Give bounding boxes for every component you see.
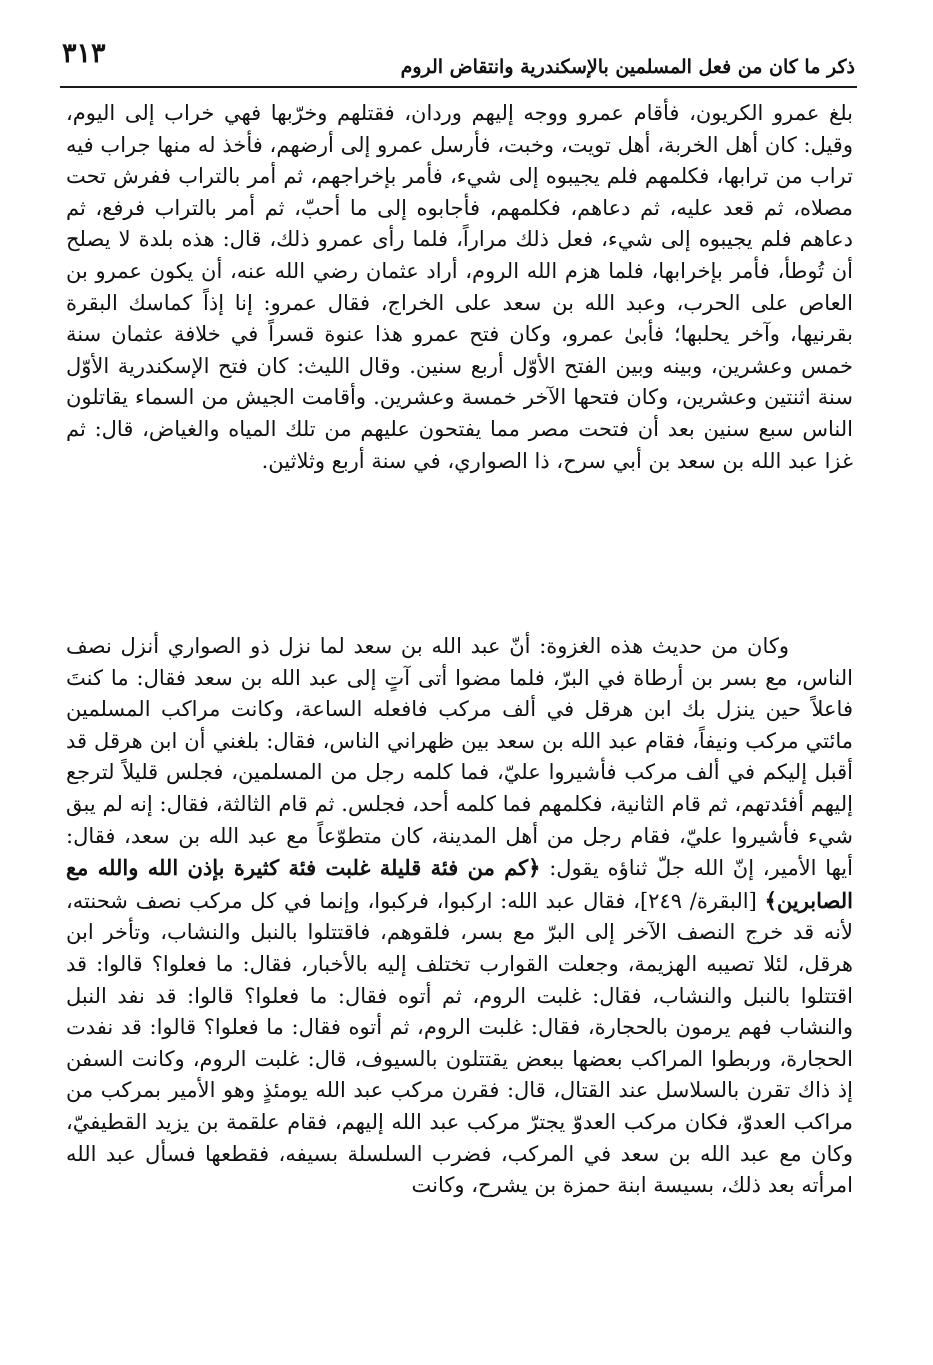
paragraph-2-after-quote: [البقرة/ ٢٤٩]، فقال عبد الله: اركبوا، فركبوا، وإنما في كل مركب نصف شحنته، لأنه قد خرج النصف الآخر إلى البرّ مع بسر، فلقوهم، فاقتتلوا بالنبل والنشاب، وتأخر ابن هرقل، لئلا تصيبه الهزيمة، وجعلت القوارب تختلف إليه بالأخبار، فقال: ما فعلوا؟ قالوا: قد اقتتلوا بالنبل والنشاب، فقال: غلبت الروم، ثم أتوه فقال: ما فعلوا؟ قالوا: قد نفد النبل والنشاب فهم يرمون بالحجارة، فقال: غلبت الروم، ثم أتوه فقال: ما فعلوا؟ قالوا: قد نفدت الحجارة، وربطوا المراكب بعضها ببعض يقتتلون بالسيوف، قال: غلبت الروم، وكانت السفن إذ ذاك تقرن بالسلاسل عند القتال، قال: فقرن مركب عبد الله يومئذٍ وهو الأمير بمركب من مراكب العدوّ، فكان مركب العدوّ يجترّ مركب عبد الله إليهم، فقام علقمة بن يزيد القطيفيّ، وكان مع عبد الله بن سعد في المركب، فضرب السلسلة بسيفه، فقطعها فسأل عبد الله امرأته بعد ذلك، بسيسة ابنة حمزة بن يشرح، وكانت [66,888,853,1198]
paragraph-1-text: بلغ عمرو الكريون، فأقام عمرو ووجه إليهم وردان، فقتلهم وخرّبها فهي خراب إلى اليوم، وقيل: كان أهل الخربة، أهل تويت، وخبت، فأرسل عمرو إلى أرضهم، فأخذ له منها جراب فيه تراب من ترابها، فكلمهم فلم يجيبوه إلى شيء، فأمر بإخراجهم، ثم أمر بالتراب ففرش تحت مصلاه، ثم قعد عليه، ثم دعاهم، فكلمهم، فأجابوه إلى ما أحبّ، ثم أمر بالتراب فرفع، ثم دعاهم فلم يجيبوه إلى شيء، فعل ذلك مراراً، فلما رأى عمرو ذلك، قال: هذه بلدة لا يصلح أن تُوطأ، فأمر بإخرابها، فلما هزم الله الروم، أراد عثمان رضي الله عنه، أن يكون عمرو بن العاص على الحرب، وعبد الله بن سعد على الخراج، فقال عمرو: إنا إذاً كماسك البقرة بقرنيها، وآخر يحلبها؛ فأبىٰ عمرو، وكان فتح عمرو هذا عنوة قسراً في خلافة عثمان سنة خمس وعشرين، وبينه وبين الفتح الأوّل أربع سنين. وقال الليث: كان فتح الإسكندرية الأوّل سنة اثنتين وعشرين، وكان فتحها الآخر خمسة وعشرين. وأقامت الجيش من السماء يقاتلون الناس سبع سنين بعد أن فتحت مصر مما يفتحون عليهم من تلك المياه والغياض، قال: ثم غزا عبد الله بن سعد بن أبي سرح، ذا الصواري، في سنة أربع وثلاثين. [66,101,853,473]
page-number: ٣١٣ [62,38,106,69]
quran-verse: ﴿كم من فئة قليلة غلبت فئة كثيرة بإذن الله والله مع الصابرين﴾ [66,855,853,913]
paragraph-2 [66,631,853,1202]
paragraph-2-text [66,631,853,1202]
page-header [62,34,855,84]
paragraph-1 [66,98,853,477]
header-rule [60,86,857,88]
running-title: ذكر ما كان من فعل المسلمين بالإسكندرية وانتقاض الروم [400,56,855,78]
paragraph-2-before-quote: وكان من حديث هذه الغزوة: أنّ عبد الله بن سعد لما نزل ذو الصواري أنزل نصف الناس، مع بسر بن أرطاة في البرّ، فلما مضوا أتى آتٍ إلى عبد الله بن سعد فقال: ما كنتَ فاعلاً حين ينزل بك ابن هرقل في ألف مركب فافعله الساعة، وكانت مراكب المسلمين مائتي مركب ونيفاً، فقام عبد الله بن سعد بين ظهراني الناس، فقال: بلغني أن ابن هرقل قد أقبل إليكم في ألف مركب فأشيروا عليّ، فما كلمه رجل من المسلمين، فجلس قليلاً لترجع إليهم أفئدتهم، ثم قام الثانية، فكلمهم فما كلمه أحد، فجلس. ثم قام الثالثة، فقال: إنه لم يبق شيء فأشيروا عليّ، فقام رجل من أهل المدينة، كان متطوّعاً مع عبد الله بن سعد، فقال: أيها الأمير، إنّ الله جلّ ثناؤه يقول: [66,634,853,881]
